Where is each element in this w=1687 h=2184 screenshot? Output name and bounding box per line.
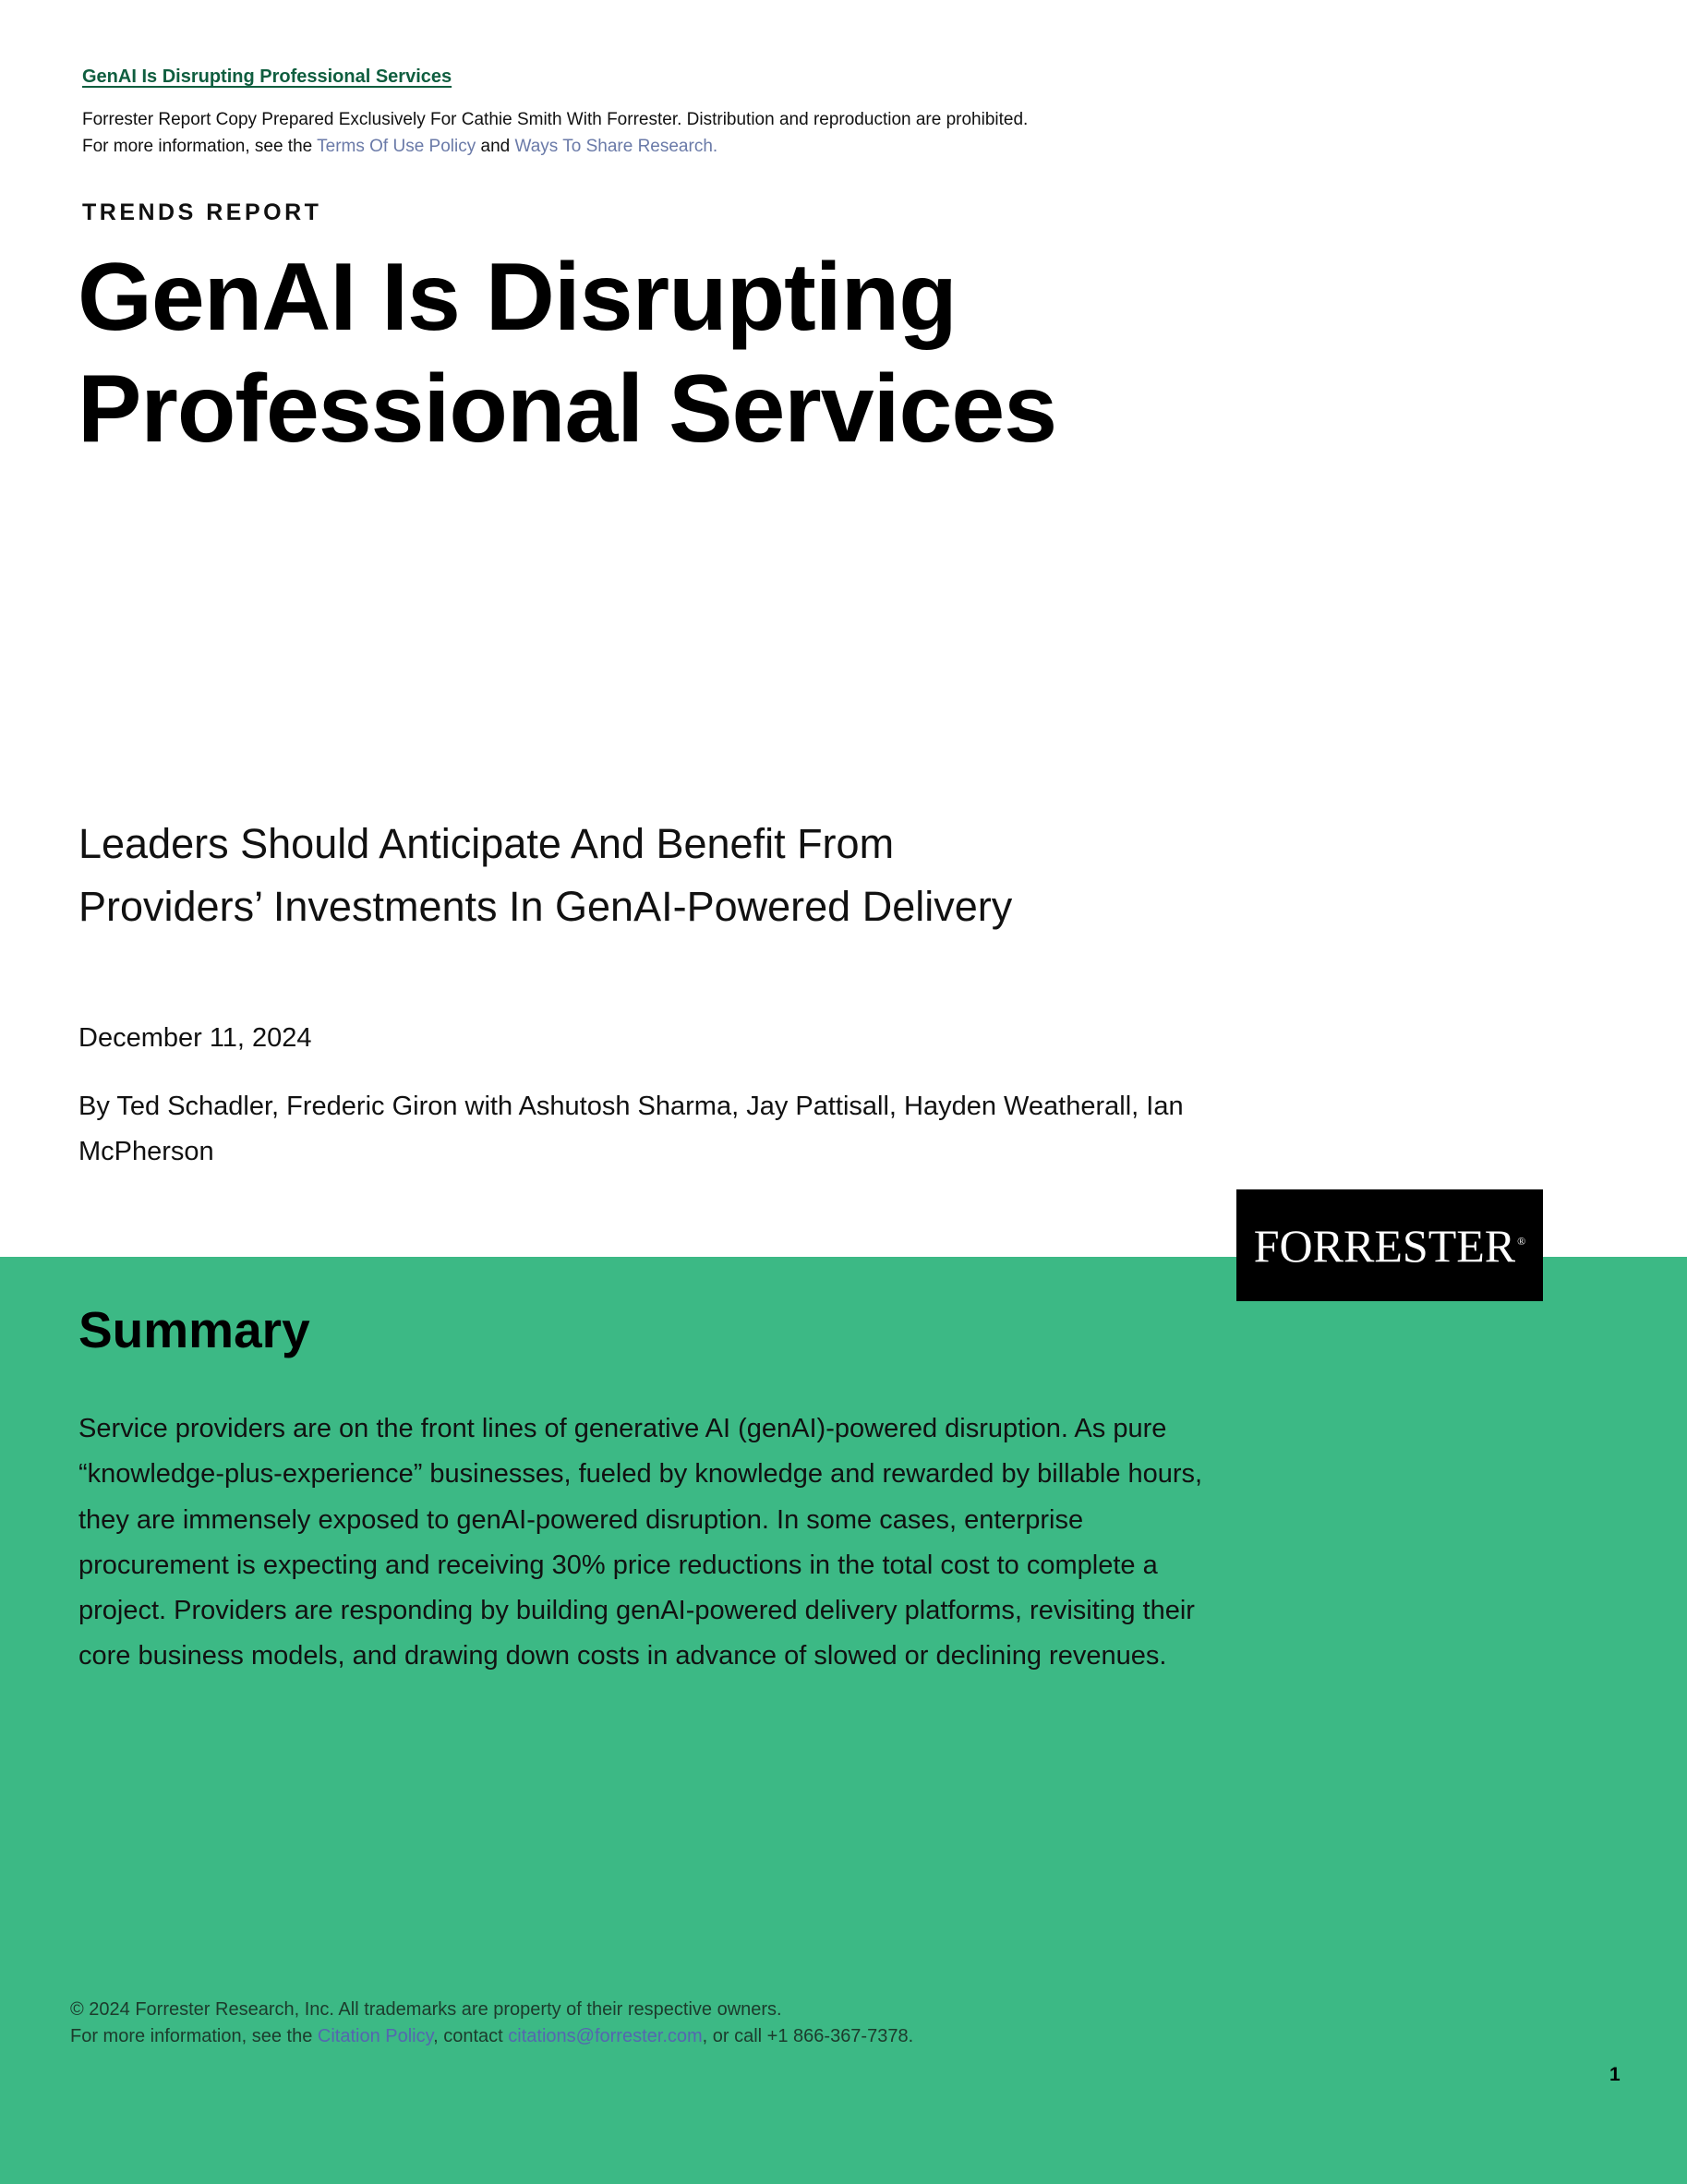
page-number: 1 [1609,2064,1621,2085]
distribution-notice [82,106,1028,160]
page-title [78,242,1278,465]
logo-wordmark [1254,1219,1526,1273]
citation-prefix: For more information, see the [70,2026,318,2046]
subtitle-line-2: Providers’ Investments In GenAI-Powered Delivery [78,883,1013,930]
forrester-logo [1236,1189,1543,1301]
summary-body: Service providers are on the front lines of generative AI (genAI)-powered disruption. As pure “knowledge-plus-experience” businesses, fueled by knowledge and rewarded by billable hours, they are immensely exposed to genAI-powered disruption. In some cases, enterprise procurement is expecting and receiving 30% price reductions in the total cost to complete a project. Providers are responding by building genAI-powered delivery platforms, revisiting their core business models, and drawing down costs in advance of slowed or declining revenues. [78,1414,1203,1671]
summary-heading: Summary [78,1301,310,1358]
call-text: , or call +1 866-367-7378. [702,2026,914,2046]
notice-line-1: Forrester Report Copy Prepared Exclusively For Cathie Smith With Forrester. Distribution and reproduction are prohibited. [82,110,1029,129]
publication-date: December 11, 2024 [78,1023,312,1053]
title-line-1: GenAI Is Disrupting [78,244,957,351]
contact-text: , contact [433,2026,509,2046]
report-title-link[interactable]: GenAI Is Disrupting Professional Services [82,66,452,87]
share-research-link[interactable]: Ways To Share Research. [514,137,718,156]
citation-policy-link[interactable]: Citation Policy [317,2026,434,2046]
copyright-text: © 2024 Forrester Research, Inc. All trademarks are property of their respective owners. [70,1999,782,2020]
notice-and: and [476,137,515,156]
author-list: By Ted Schadler, Frederic Giron with Ashutosh Sharma, Jay Pattisall, Hayden Weatherall, Ian McPherson [78,1092,1184,1166]
citations-email-link[interactable]: citations@forrester.com [508,2026,703,2046]
title-line-2: Professional Services [78,356,1057,463]
page-subtitle [78,813,1187,938]
subtitle-line-1: Leaders Should Anticipate And Benefit From [78,820,895,867]
notice-prefix: For more information, see the [82,137,318,156]
report-type-label: TRENDS REPORT [82,199,322,225]
page-footer [70,1997,913,2050]
logo-text: FORRESTER [1253,1219,1516,1272]
terms-of-use-link[interactable]: Terms Of Use Policy [317,137,476,156]
citation-line [70,2023,913,2050]
notice-line-2 [82,133,1028,160]
registered-mark: ® [1517,1234,1526,1248]
